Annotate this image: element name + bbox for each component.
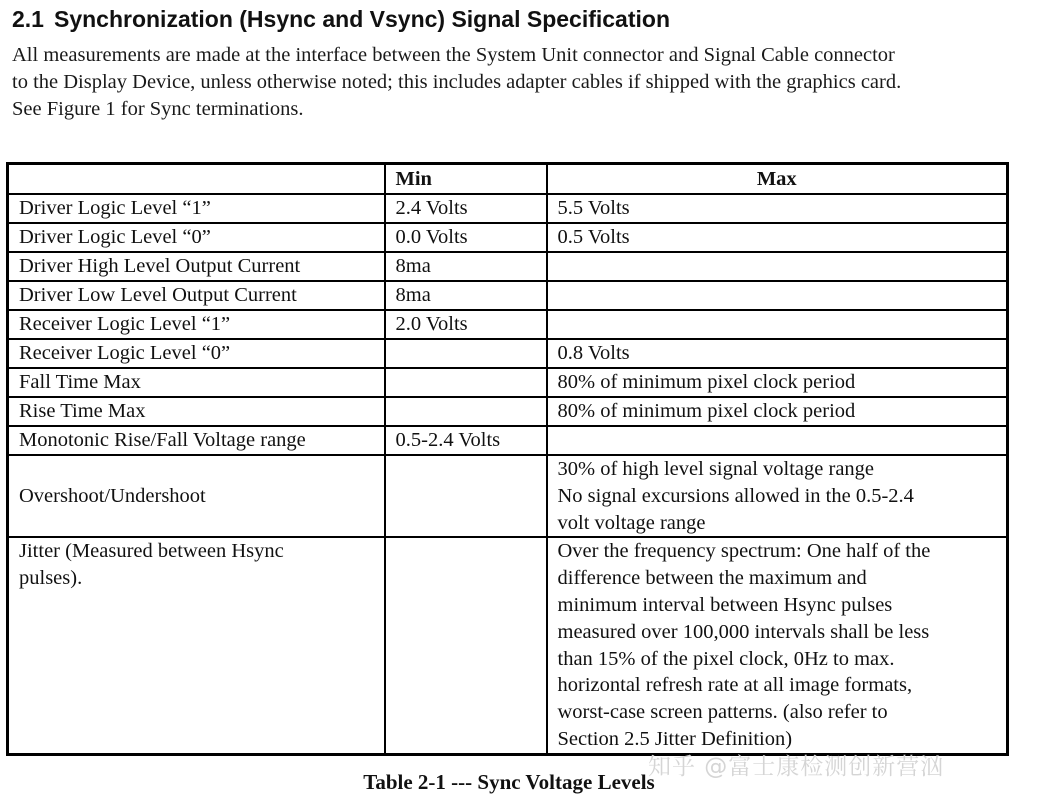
cell-max <box>547 537 1008 754</box>
cell-max <box>547 426 1008 455</box>
table-row <box>8 223 1008 252</box>
cell-min <box>385 455 547 537</box>
table-header-row <box>8 164 1008 195</box>
cell-min <box>385 368 547 397</box>
cell-max: 5.5 Volts <box>547 194 1008 223</box>
table-row <box>8 368 1008 397</box>
table-row <box>8 194 1008 223</box>
table-caption: Table 2-1 --- Sync Voltage Levels <box>363 770 655 794</box>
cell-max <box>547 252 1008 281</box>
cell-parameter: Driver Low Level Output Current <box>8 281 385 310</box>
table-row <box>8 281 1008 310</box>
cell-min <box>385 397 547 426</box>
cell-max <box>547 281 1008 310</box>
cell-min: 2.4 Volts <box>385 194 547 223</box>
intro-line: See Figure 1 for Sync terminations. <box>12 97 304 120</box>
cell-max <box>547 310 1008 339</box>
cell-parameter: Overshoot/Undershoot <box>8 455 385 537</box>
cell-parameter <box>8 537 385 754</box>
cell-parameter-line: pulses). <box>19 566 83 589</box>
cell-parameter: Driver Logic Level “1” <box>8 194 385 223</box>
cell-parameter: Driver High Level Output Current <box>8 252 385 281</box>
cell-min: 0.5-2.4 Volts <box>385 426 547 455</box>
table-row <box>8 339 1008 368</box>
watermark: 知乎 @富士康检测创新营汹 <box>648 754 945 780</box>
cell-parameter: Receiver Logic Level “0” <box>8 339 385 368</box>
table-row-overshoot <box>8 455 1008 537</box>
header-min: Min <box>385 164 547 195</box>
cell-max-line: Over the frequency spectrum: One half of the <box>557 540 931 563</box>
intro-line: All measurements are made at the interface between the System Unit connector and Signal Cable connector <box>12 44 895 66</box>
header-max: Max <box>547 164 1008 195</box>
cell-max: 0.5 Volts <box>547 223 1008 252</box>
cell-max-line: volt voltage range <box>557 511 706 534</box>
cell-max-line: 30% of high level signal voltage range <box>557 458 875 480</box>
section-title: Synchronization (Hsync and Vsync) Signal Specification <box>53 6 670 32</box>
table-row-jitter <box>8 537 1008 754</box>
cell-min: 2.0 Volts <box>385 310 547 339</box>
cell-max-line: Section 2.5 Jitter Definition) <box>557 727 793 750</box>
cell-parameter: Driver Logic Level “0” <box>8 223 385 252</box>
cell-max: 80% of minimum pixel clock period <box>547 368 1008 397</box>
table-row <box>8 426 1008 455</box>
cell-parameter-line: Jitter (Measured between Hsync <box>19 540 284 563</box>
cell-max-line: measured over 100,000 intervals shall be less <box>557 620 930 643</box>
cell-max-line: No signal excursions allowed in the 0.5-2.4 <box>557 484 914 507</box>
section-number: 2.1 <box>12 6 44 32</box>
cell-max: 80% of minimum pixel clock period <box>547 397 1008 426</box>
cell-min: 8ma <box>385 252 547 281</box>
table-row <box>8 252 1008 281</box>
section-heading <box>12 6 670 33</box>
cell-parameter: Fall Time Max <box>8 368 385 397</box>
intro-paragraph <box>12 42 1037 122</box>
cell-max-line: worst-case screen patterns. (also refer to <box>557 701 888 724</box>
cell-max-line: than 15% of the pixel clock, 0Hz to max. <box>557 647 895 670</box>
cell-max <box>547 455 1008 537</box>
sync-voltage-table <box>6 162 1009 756</box>
cell-max-line: horizontal refresh rate at all image formats, <box>557 674 913 697</box>
cell-parameter: Receiver Logic Level “1” <box>8 310 385 339</box>
cell-min: 0.0 Volts <box>385 223 547 252</box>
header-parameter <box>8 164 385 195</box>
cell-max: 0.8 Volts <box>547 339 1008 368</box>
table-row <box>8 397 1008 426</box>
cell-parameter: Rise Time Max <box>8 397 385 426</box>
cell-max-line: minimum interval between Hsync pulses <box>557 593 893 616</box>
table-row <box>8 310 1008 339</box>
cell-parameter: Monotonic Rise/Fall Voltage range <box>8 426 385 455</box>
cell-min: 8ma <box>385 281 547 310</box>
cell-min <box>385 339 547 368</box>
intro-line: to the Display Device, unless otherwise noted; this includes adapter cables if shipped with the graphics card. <box>12 70 902 93</box>
cell-max-line: difference between the maximum and <box>557 567 867 590</box>
cell-min <box>385 537 547 754</box>
